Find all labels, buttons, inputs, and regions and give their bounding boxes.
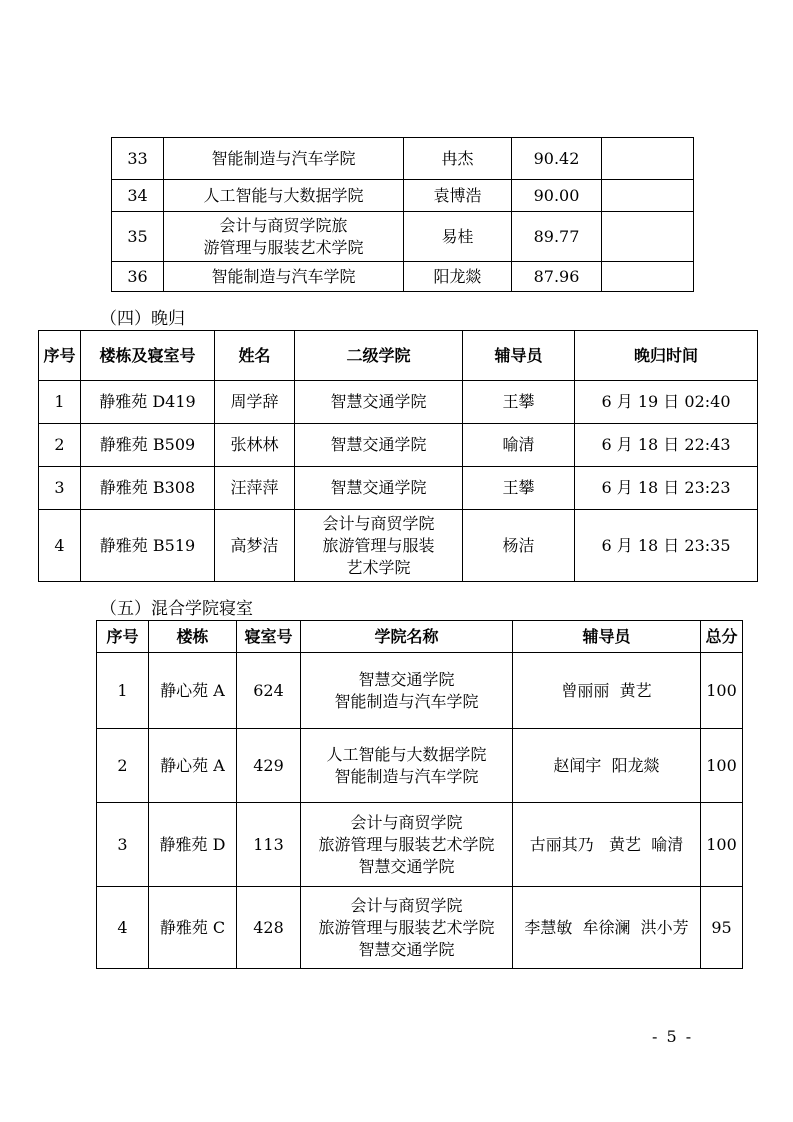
college-name xyxy=(164,212,404,262)
room: 静雅苑 B308 xyxy=(81,467,215,510)
college-line: 旅游管理与服装艺术学院 xyxy=(318,834,495,854)
section-title-late-return: （四）晚归 xyxy=(100,309,185,329)
room: 428 xyxy=(237,887,301,969)
row-number: 2 xyxy=(39,424,81,467)
college-name: 智能制造与汽车学院 xyxy=(164,262,404,292)
room: 113 xyxy=(237,803,301,887)
return-time: 6 月 18 日 23:23 xyxy=(575,467,758,510)
row-number: 3 xyxy=(39,467,81,510)
table-row xyxy=(112,262,694,292)
college-name: 人工智能与大数据学院 xyxy=(164,180,404,212)
counselor: 王攀 xyxy=(463,381,575,424)
note xyxy=(602,212,694,262)
score: 90.42 xyxy=(512,138,602,180)
college-name: 智慧交通学院 xyxy=(295,424,463,467)
college-name: 智慧交通学院 xyxy=(295,381,463,424)
return-time: 6 月 18 日 22:43 xyxy=(575,424,758,467)
college-line: 人工智能与大数据学院 xyxy=(326,744,487,764)
college-line: 智能制造与汽车学院 xyxy=(334,766,479,786)
counselors: 赵闻宇 阳龙燚 xyxy=(513,729,701,803)
note xyxy=(602,262,694,292)
college-names xyxy=(301,729,513,803)
college-line: 会计与商贸学院 xyxy=(350,812,463,832)
row-number: 36 xyxy=(112,262,164,292)
college-names xyxy=(301,887,513,969)
row-number: 1 xyxy=(39,381,81,424)
score: 90.00 xyxy=(512,180,602,212)
college-line: 游管理与服装艺术学院 xyxy=(203,237,364,257)
counselors: 古丽其乃 黄艺 喻清 xyxy=(513,803,701,887)
table-row xyxy=(39,424,758,467)
total-score: 95 xyxy=(701,887,743,969)
table-row xyxy=(97,729,743,803)
college-name xyxy=(295,510,463,582)
note xyxy=(602,180,694,212)
mixed-dorm-table xyxy=(96,620,743,969)
counselors: 李慧敏 牟徐澜 洪小芳 xyxy=(513,887,701,969)
counselor: 王攀 xyxy=(463,467,575,510)
row-number: 4 xyxy=(39,510,81,582)
college-line: 会计与商贸学院 xyxy=(322,513,435,533)
header-time: 晚归时间 xyxy=(575,331,758,381)
counselor: 杨洁 xyxy=(463,510,575,582)
row-number: 4 xyxy=(97,887,149,969)
college-names xyxy=(301,653,513,729)
college-name: 智慧交通学院 xyxy=(295,467,463,510)
header-counselors: 辅导员 xyxy=(513,621,701,653)
table-row xyxy=(112,138,694,180)
college-line: 智慧交通学院 xyxy=(358,856,455,876)
table-row xyxy=(97,803,743,887)
college-line: 智慧交通学院 xyxy=(358,939,455,959)
table-header-row xyxy=(39,331,758,381)
table-row xyxy=(39,467,758,510)
table-row xyxy=(97,653,743,729)
college-line: 旅游管理与服装 xyxy=(322,535,435,555)
row-number: 3 xyxy=(97,803,149,887)
college-line: 会计与商贸学院 xyxy=(350,895,463,915)
note xyxy=(602,138,694,180)
counselors: 曾丽丽 黄艺 xyxy=(513,653,701,729)
building: 静心苑 A xyxy=(149,729,237,803)
room: 静雅苑 B519 xyxy=(81,510,215,582)
student-name: 周学辞 xyxy=(215,381,295,424)
student-name: 冉杰 xyxy=(404,138,512,180)
room: 静雅苑 D419 xyxy=(81,381,215,424)
return-time: 6 月 18 日 23:35 xyxy=(575,510,758,582)
college-line: 智慧交通学院 xyxy=(358,669,455,689)
table-row xyxy=(39,381,758,424)
college-line: 智能制造与汽车学院 xyxy=(334,691,479,711)
total-score: 100 xyxy=(701,653,743,729)
student-name: 汪萍萍 xyxy=(215,467,295,510)
row-number: 34 xyxy=(112,180,164,212)
row-number: 1 xyxy=(97,653,149,729)
header-number: 序号 xyxy=(97,621,149,653)
counselor: 喻清 xyxy=(463,424,575,467)
header-building: 楼栋 xyxy=(149,621,237,653)
header-total-score: 总分 xyxy=(701,621,743,653)
table-row xyxy=(39,510,758,582)
building: 静雅苑 D xyxy=(149,803,237,887)
page-number: - 5 - xyxy=(652,1027,694,1046)
header-number: 序号 xyxy=(39,331,81,381)
table-row xyxy=(112,212,694,262)
college-line: 会计与商贸学院旅 xyxy=(219,215,348,235)
building: 静雅苑 C xyxy=(149,887,237,969)
college-line: 艺术学院 xyxy=(346,557,411,577)
college-line: 旅游管理与服装艺术学院 xyxy=(318,917,495,937)
student-name: 易桂 xyxy=(404,212,512,262)
college-names xyxy=(301,803,513,887)
score: 87.96 xyxy=(512,262,602,292)
row-number: 2 xyxy=(97,729,149,803)
header-room: 楼栋及寝室号 xyxy=(81,331,215,381)
row-number: 33 xyxy=(112,138,164,180)
header-room: 寝室号 xyxy=(237,621,301,653)
student-name: 阳龙燚 xyxy=(404,262,512,292)
section-title-mixed-dorms: （五）混合学院寝室 xyxy=(100,599,253,619)
score: 89.77 xyxy=(512,212,602,262)
total-score: 100 xyxy=(701,803,743,887)
total-score: 100 xyxy=(701,729,743,803)
student-name: 高梦洁 xyxy=(215,510,295,582)
row-number: 35 xyxy=(112,212,164,262)
building: 静心苑 A xyxy=(149,653,237,729)
header-counselor: 辅导员 xyxy=(463,331,575,381)
continued-ranking-table xyxy=(111,137,694,292)
table-header-row xyxy=(97,621,743,653)
table-row xyxy=(97,887,743,969)
student-name: 袁博浩 xyxy=(404,180,512,212)
late-return-table xyxy=(38,330,758,582)
room: 静雅苑 B509 xyxy=(81,424,215,467)
room: 429 xyxy=(237,729,301,803)
college-name: 智能制造与汽车学院 xyxy=(164,138,404,180)
return-time: 6 月 19 日 02:40 xyxy=(575,381,758,424)
header-name: 姓名 xyxy=(215,331,295,381)
student-name: 张林林 xyxy=(215,424,295,467)
header-college-names: 学院名称 xyxy=(301,621,513,653)
header-college: 二级学院 xyxy=(295,331,463,381)
table-row xyxy=(112,180,694,212)
room: 624 xyxy=(237,653,301,729)
